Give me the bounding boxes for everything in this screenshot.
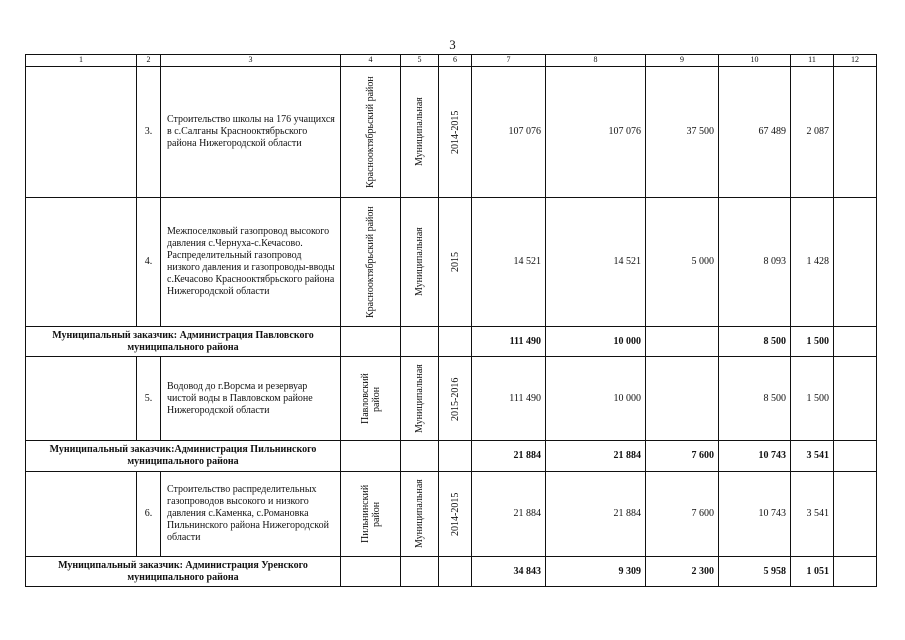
investment-table	[25, 54, 877, 587]
value-col7: 14 521	[472, 198, 546, 327]
value-col12	[834, 327, 877, 357]
object-name: Строительство школы на 176 учащихся в с.Салганы Краснооктябрьского района Нижегородской области	[161, 67, 341, 198]
value-col9: 7 600	[646, 472, 719, 557]
period: 2015	[449, 252, 461, 272]
empty-cell	[26, 198, 137, 327]
empty-cell	[26, 472, 137, 557]
empty-cell	[401, 441, 439, 472]
empty-cell	[341, 441, 401, 472]
value-col11: 1 428	[791, 198, 834, 327]
value-col11: 1 500	[791, 357, 834, 441]
column-header: 10	[719, 55, 791, 67]
table-row	[26, 198, 877, 327]
customer-row	[26, 557, 877, 587]
period-cell	[439, 67, 472, 198]
value-col9	[646, 327, 719, 357]
value-col7: 34 843	[472, 557, 546, 587]
period: 2014-2015	[449, 492, 461, 536]
period: 2014-2015	[449, 110, 461, 154]
value-col12	[834, 198, 877, 327]
ownership: Муниципальная	[414, 364, 425, 433]
period-cell	[439, 357, 472, 441]
value-col10: 8 500	[719, 357, 791, 441]
empty-cell	[439, 557, 472, 587]
value-col11: 3 541	[791, 441, 834, 472]
value-col12	[834, 441, 877, 472]
value-col8: 9 309	[546, 557, 646, 587]
district: Павловский район	[359, 373, 382, 424]
column-header: 8	[546, 55, 646, 67]
value-col9: 5 000	[646, 198, 719, 327]
customer-label: Муниципальный заказчик: Администрация Уренского муниципального района	[26, 557, 341, 587]
empty-cell	[439, 441, 472, 472]
empty-cell	[26, 357, 137, 441]
column-header: 6	[439, 55, 472, 67]
ownership-cell	[401, 357, 439, 441]
value-col10: 67 489	[719, 67, 791, 198]
object-number: 3.	[137, 67, 161, 198]
customer-label: Муниципальный заказчик:Администрация Пильнинского муниципального района	[26, 441, 341, 472]
table-row	[26, 472, 877, 557]
value-col9: 7 600	[646, 441, 719, 472]
value-col12	[834, 357, 877, 441]
value-col8: 10 000	[546, 357, 646, 441]
column-header: 2	[137, 55, 161, 67]
district: Краснооктябрьский район	[365, 206, 376, 318]
district-cell	[341, 472, 401, 557]
value-col8: 21 884	[546, 472, 646, 557]
object-number: 6.	[137, 472, 161, 557]
value-col10: 8 500	[719, 327, 791, 357]
table-row	[26, 67, 877, 198]
customer-label: Муниципальный заказчик: Администрация Павловского муниципального района	[26, 327, 341, 357]
empty-cell	[26, 67, 137, 198]
district: Пильнинский район	[359, 484, 382, 544]
value-col7: 111 490	[472, 327, 546, 357]
district-cell	[341, 198, 401, 327]
value-col10: 5 958	[719, 557, 791, 587]
period-cell	[439, 198, 472, 327]
district-cell	[341, 67, 401, 198]
empty-cell	[401, 557, 439, 587]
object-name: Межпоселковый газопровод высокого давления с.Чернуха-с.Кечасово. Распределительный газопровод низкого давления и газопроводы-вводы с.Кечасово Краснооктябрьского района Нижегородской области	[161, 198, 341, 327]
customer-row	[26, 327, 877, 357]
value-col9	[646, 357, 719, 441]
column-header: 7	[472, 55, 546, 67]
empty-cell	[401, 327, 439, 357]
empty-cell	[439, 327, 472, 357]
object-number: 5.	[137, 357, 161, 441]
column-header: 11	[791, 55, 834, 67]
value-col11: 1 051	[791, 557, 834, 587]
ownership: Муниципальная	[414, 479, 425, 549]
column-header: 4	[341, 55, 401, 67]
table-row	[26, 357, 877, 441]
ownership-cell	[401, 472, 439, 557]
value-col8: 21 884	[546, 441, 646, 472]
value-col11: 3 541	[791, 472, 834, 557]
period: 2015-2016	[449, 376, 461, 421]
empty-cell	[341, 327, 401, 357]
column-header: 1	[26, 55, 137, 67]
value-col12	[834, 557, 877, 587]
value-col11: 2 087	[791, 67, 834, 198]
district-cell	[341, 357, 401, 441]
column-header: 9	[646, 55, 719, 67]
value-col9: 37 500	[646, 67, 719, 198]
ownership-cell	[401, 67, 439, 198]
column-header: 3	[161, 55, 341, 67]
value-col12	[834, 67, 877, 198]
empty-cell	[341, 557, 401, 587]
period-cell	[439, 472, 472, 557]
value-col11: 1 500	[791, 327, 834, 357]
customer-row	[26, 441, 877, 472]
value-col10: 10 743	[719, 472, 791, 557]
value-col12	[834, 472, 877, 557]
object-number: 4.	[137, 198, 161, 327]
page-number: 3	[449, 37, 456, 52]
value-col8: 14 521	[546, 198, 646, 327]
column-header: 5	[401, 55, 439, 67]
value-col7: 107 076	[472, 67, 546, 198]
value-col8: 10 000	[546, 327, 646, 357]
value-col7: 111 490	[472, 357, 546, 441]
column-number-row	[26, 55, 877, 67]
value-col9: 2 300	[646, 557, 719, 587]
value-col7: 21 884	[472, 472, 546, 557]
value-col10: 8 093	[719, 198, 791, 327]
ownership: Муниципальная	[414, 97, 425, 167]
column-header: 12	[834, 55, 877, 67]
value-col10: 10 743	[719, 441, 791, 472]
ownership-cell	[401, 198, 439, 327]
object-name: Строительство распределительных газопроводов высокого и низкого давления с.Каменка, с.Романовка Пильнинского района Нижегородской области	[161, 472, 341, 557]
ownership: Муниципальная	[414, 227, 425, 297]
district: Краснооктябрьский район	[365, 76, 376, 188]
value-col7: 21 884	[472, 441, 546, 472]
value-col8: 107 076	[546, 67, 646, 198]
object-name: Водовод до г.Ворсма и резервуар чистой воды в Павловском районе Нижегородской области	[161, 357, 341, 441]
